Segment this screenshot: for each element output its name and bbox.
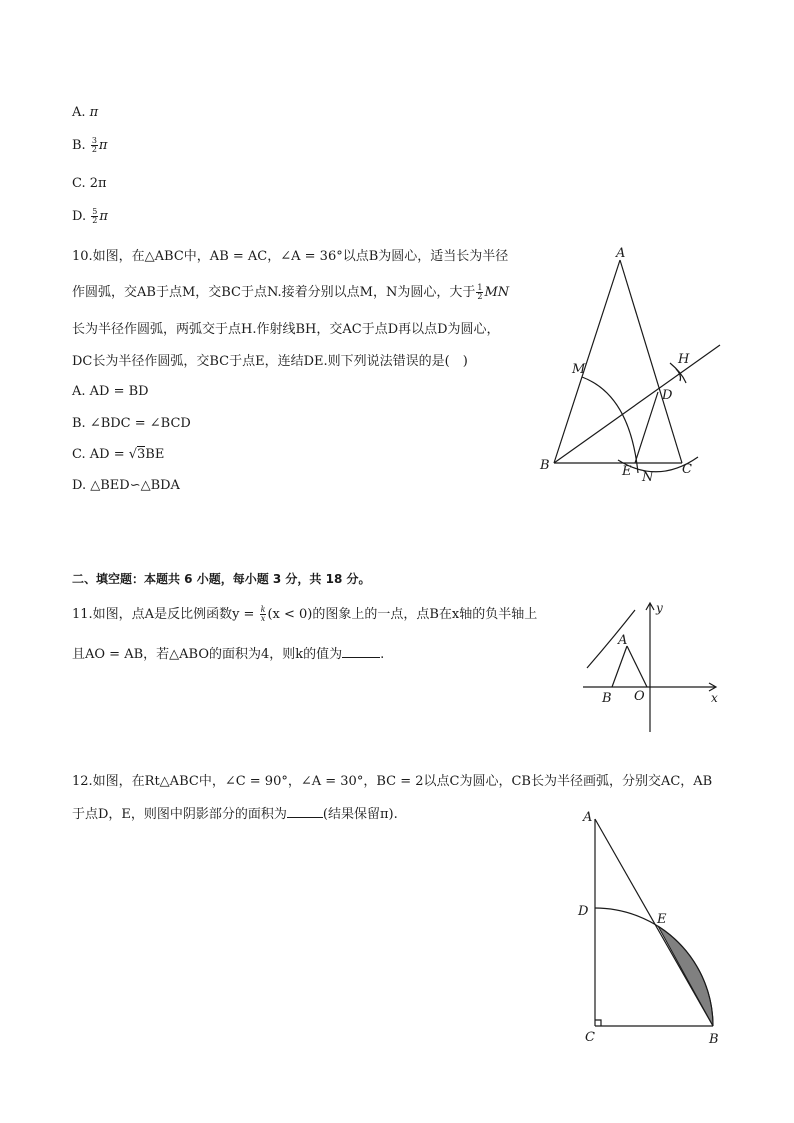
label-n: N <box>642 470 654 485</box>
fraction: $\frac{1}{2}$ <box>477 283 483 301</box>
label-a: A <box>583 810 593 825</box>
q12-line-1: 12.如图，在Rt△ABC中，∠C = 90°，∠A = 30°，BC = 2以点C为圆心，CB长为半径画弧，分别交AC，AB <box>72 774 713 789</box>
q10-option-b: B. ∠BDC = ∠BCD <box>72 416 191 431</box>
sqrt-symbol: √ <box>128 447 138 462</box>
label-x: x <box>711 691 718 705</box>
q9-option-d: D. $\frac{5}{2}$ π <box>72 207 108 225</box>
label-b: B <box>709 1032 719 1047</box>
section-heading: 二、填空题：本题共 6 小题，每小题 3 分，共 18 分。 <box>72 572 371 586</box>
q9-option-c: C. 2π <box>72 176 107 191</box>
q12-line-2: 于点D，E，则图中阴影部分的面积为 (结果保留π). <box>72 807 398 822</box>
label-b: B <box>602 691 612 706</box>
q10-option-d: D. △BED∽△BDA <box>72 478 180 493</box>
label-e: E <box>622 464 632 479</box>
fraction: $\frac{k}{x}$ <box>260 605 266 623</box>
q9-option-a: A. π <box>72 105 99 120</box>
q10-option-a: A. AD = BD <box>72 384 149 399</box>
label-d: D <box>578 904 589 919</box>
fraction: $\frac{5}{2}$ <box>92 207 98 225</box>
label-c: C <box>585 1030 595 1045</box>
answer-blank <box>287 805 323 818</box>
q11-figure <box>575 598 725 738</box>
label-a: A <box>616 246 626 261</box>
label-c: C <box>682 462 692 477</box>
q10-option-c: C. AD = √3BE <box>72 447 165 462</box>
label-b: B <box>540 458 550 473</box>
label-d: D <box>662 388 673 403</box>
q11-line-1: 11.如图，点A是反比例函数y = $\frac{k}{x}$ (x < 0)的图象上的一点，点B在x轴的负半轴上 <box>72 605 538 623</box>
hyperbola-curve <box>587 610 635 668</box>
q10-line-2: 作圆弧，交AB于点M，交BC于点N.接着分别以点M，N为圆心，大于 $\frac{1}{2}$ MN <box>72 283 510 301</box>
q10-figure <box>530 245 730 510</box>
right-angle-mark <box>595 1020 601 1026</box>
segment-ab <box>554 260 620 463</box>
label-h: H <box>678 352 690 367</box>
label-m: M <box>572 362 586 377</box>
q10-line-4: DC长为半径作圆弧，交BC于点E，连结DE.则下列说法错误的是( ) <box>72 354 468 369</box>
q12-figure <box>575 805 725 1050</box>
segment-ao <box>627 646 647 687</box>
q11-line-2: 且AO = AB，若△ABO的面积为4，则k的值为 . <box>72 647 385 662</box>
answer-blank <box>342 645 380 658</box>
fraction: $\frac{3}{2}$ <box>91 136 97 154</box>
segment-ab <box>595 819 713 1026</box>
label-e: E <box>657 912 667 927</box>
arc-mn <box>582 377 638 473</box>
segment-ab <box>612 646 627 687</box>
label-o: O <box>634 689 645 704</box>
q10-line-3: 长为半径作圆弧，两弧交于点H.作射线BH，交AC于点D再以点D为圆心， <box>72 322 500 337</box>
label-y: y <box>656 601 663 615</box>
q9-option-b: B. $\frac{3}{2}$ π <box>72 136 108 154</box>
q10-line-1: 10.如图，在△ABC中，AB = AC，∠A = 36°以点B为圆心，适当长为半径 <box>72 249 509 264</box>
label-a: A <box>618 633 628 648</box>
